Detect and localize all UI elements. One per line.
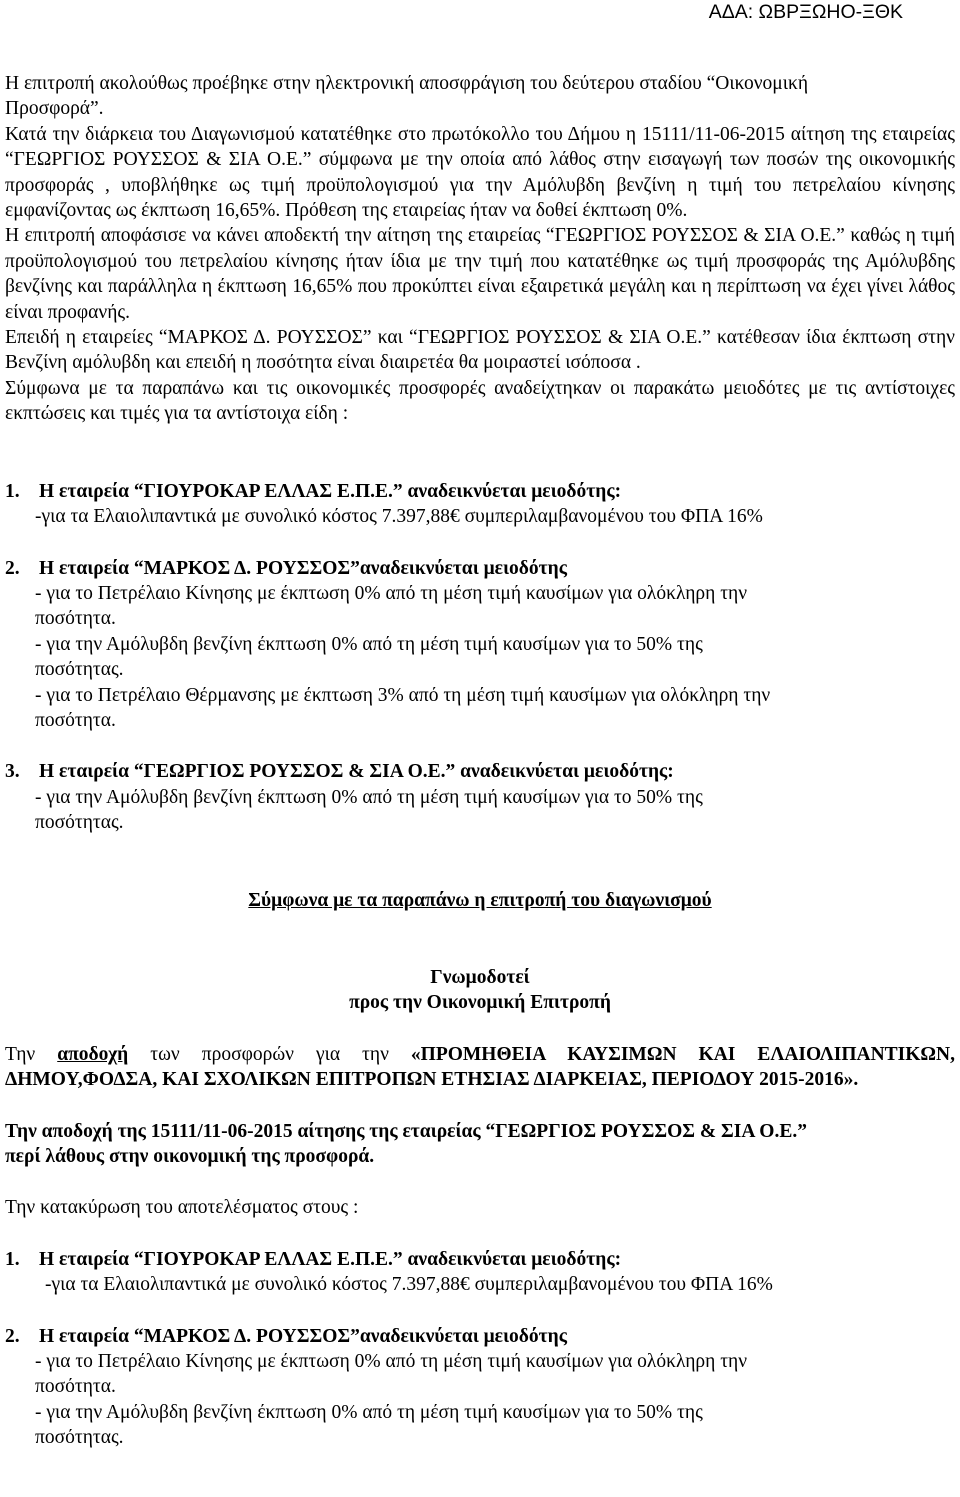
intro-paragraph-4: Επειδή η εταιρείες “ΜΑΡΚΟΣ Δ. ΡΟΥΣΣΟΣ” και “ΓΕΩΡΓΙΟΣ ΡΟΥΣΣΟΣ & ΣΙΑ Ο.Ε.” κατέθεσαν ίδια έκπτωση στην Βενζίνη αμόλυβδη και επειδή η ποσότητα είναι διαιρετέα θα μοιραστεί ισόποσα . xyxy=(5,327,955,374)
winner-line: - για το Πετρέλαιο Θέρμανσης με έκπτωση 3% από τη μέση τιμή καυσίμων για ολόκληρη την xyxy=(35,684,771,706)
winner-line: ποσότητα. xyxy=(35,709,116,731)
intro-paragraph-2: Κατά την διάρκεια του Διαγωνισμού κατατέθηκε στο πρωτόκολλο του Δήμου η 15111/11-06-2015 αίτηση της εταιρείας “ΓΕΩΡΓΙΟΣ ΡΟΥΣΣΟΣ & ΣΙΑ Ο.Ε.” σύμφωνα με την οποία από λάθος στην εισαγωγή των ποσών της οικονομικής προσφοράς , υποβλήθηκε ως τιμή προϋπολογισμού για την Αμόλυβδη βενζίνη η τιμή του πετρελαίου κίνησης εμφανίζοντας ως έκπτωση 16,65%. Πρόθεση της εταιρείας ήταν να δοθεί έκπτωση 0%. xyxy=(5,123,955,222)
katakyrosi-line: Την κατακύρωση του αποτελέσματος στους : xyxy=(5,1197,359,1219)
apodoxi-aitisis-line-2: περί λάθους στην οικονομική της προσφορά. xyxy=(5,1146,375,1167)
winner-line: - για το Πετρέλαιο Κίνησης με έκπτωση 0% από τη μέση τιμή καυσίμων για ολόκληρη την xyxy=(35,1351,748,1373)
winner-title: Η εταιρεία “ΓΙΟΥΡΟΚΑΡ ΕΛΛΑΣ Ε.Π.Ε.” αναδεικνύεται μειοδότης: xyxy=(39,480,622,502)
intro-paragraph-1-line-2: Προσφορά”. xyxy=(5,98,104,120)
winner-line: ποσότητας. xyxy=(35,1427,124,1449)
winner-title: Η εταιρεία “ΓΕΩΡΓΙΟΣ ΡΟΥΣΣΟΣ & ΣΙΑ Ο.Ε.” αναδεικνύεται μειοδότης: xyxy=(39,761,674,783)
winner-line: -για τα Ελαιολιπαντικά με συνολικό κόστος 7.397,88€ συμπεριλαμβανομένου του ΦΠΑ 16% xyxy=(35,506,763,528)
gnomodotei-subheading: προς την Οικονομική Επιτροπή xyxy=(349,992,611,1014)
winner-line: - για την Αμόλυβδη βενζίνη έκπτωση 0% από τη μέση τιμή καυσίμων για το 50% της xyxy=(35,786,703,808)
winner-line: - για την Αμόλυβδη βενζίνη έκπτωση 0% από τη μέση τιμή καυσίμων για το 50% της xyxy=(35,1401,703,1423)
winner-line: ποσότητας. xyxy=(35,812,124,834)
apodoxi-middle: των προσφορών για την xyxy=(128,1043,411,1065)
gnomodotei-heading: Γνωμοδοτεί xyxy=(430,966,530,988)
winner-line: ποσότητα. xyxy=(35,1376,116,1398)
winner-number: 2. xyxy=(5,557,20,579)
winner-line: -για τα Ελαιολιπαντικά με συνολικό κόστος 7.397,88€ συμπεριλαμβανομένου του ΦΠΑ 16% xyxy=(45,1274,773,1296)
ada-code: ΑΔΑ: ΩΒΡΞΩΗΟ-ΞΘΚ xyxy=(708,1,903,23)
winner-number: 2. xyxy=(5,1325,20,1347)
winner-title: Η εταιρεία “ΓΙΟΥΡΟΚΑΡ ΕΛΛΑΣ Ε.Π.Ε.” αναδεικνύεται μειοδότης: xyxy=(39,1248,622,1270)
winner-item xyxy=(5,556,955,734)
winner-item xyxy=(5,1324,955,1451)
apodoxi-word: αποδοχή xyxy=(57,1043,129,1065)
winners-list-1 xyxy=(5,479,955,836)
winner-number: 1. xyxy=(5,480,20,502)
winner-line: - για το Πετρέλαιο Κίνησης με έκπτωση 0% από τη μέση τιμή καυσίμων για ολόκληρη την xyxy=(35,582,748,604)
intro-paragraph-5: Σύμφωνα με τα παραπάνω και τις οικονομικές προσφορές αναδείχτηκαν οι παρακάτω μειοδότες με τις αντίστοιχες εκπτώσεις και τιμές για τα αντίστοιχα είδη : xyxy=(5,377,955,425)
apodoxi-paragraph xyxy=(5,1042,955,1093)
winner-title: Η εταιρεία “ΜΑΡΚΟΣ Δ. ΡΟΥΣΣΟΣ”αναδεικνύεται μειοδότης xyxy=(39,557,567,579)
winner-item xyxy=(5,759,955,835)
winner-number: 1. xyxy=(5,1248,20,1270)
winner-line: ποσότητας. xyxy=(35,659,124,681)
apodoxi-prefix: Την xyxy=(5,1043,58,1065)
winner-item xyxy=(5,1247,955,1298)
winner-item xyxy=(5,479,955,530)
winner-line: - για την Αμόλυβδη βενζίνη έκπτωση 0% από τη μέση τιμή καυσίμων για το 50% της xyxy=(35,633,703,655)
winner-line: ποσότητα. xyxy=(35,608,116,630)
winners-list-2 xyxy=(5,1247,955,1451)
apodoxi-project-title: «ΠΡΟΜΗΘΕΙΑ ΚΑΥΣΙΜΩΝ ΚΑΙ ΕΛΑΙΟΛΙΠΑΝΤΙΚΩΝ, ΔΗΜΟΥ,ΦΟΔΣΑ, ΚΑΙ ΣΧΟΛΙΚΩΝ ΕΠΙΤΡΟΠΩΝ ΕΤΗΣΙΑΣ ΔΙΑΡΚΕΙΑΣ, ΠΕΡΙΟΔΟΥ 2015-2016». xyxy=(5,1043,955,1091)
intro-paragraph-3: Η επιτροπή αποφάσισε να κάνει αποδεκτή την αίτηση της εταιρείας “ΓΕΩΡΓΙΟΣ ΡΟΥΣΣΟΣ & ΣΙΑ Ο.Ε.” καθώς η τιμή προϋπολογισμού του πετρελαίου κίνησης ήταν ίδια με την τιμή που κατατέθηκε ως τιμή προσφοράς της Αμόλυβδης βενζίνης και παράλληλα η έκπτωση 16,65% που προκύπτει είναι εξαιρετικά μεγάλη και η περίπτωση να έχει γίνει λάθος είναι προφανής. xyxy=(5,225,955,323)
winner-title: Η εταιρεία “ΜΑΡΚΟΣ Δ. ΡΟΥΣΣΟΣ”αναδεικνύεται μειοδότης xyxy=(39,1325,567,1347)
winner-number: 3. xyxy=(5,761,20,783)
section-title: Σύμφωνα με τα παραπάνω η επιτροπή του διαγωνισμού xyxy=(248,889,712,911)
document-body xyxy=(5,71,955,1451)
intro-paragraph-1-line-1: Η επιτροπή ακολούθως προέβηκε στην ηλεκτρονική αποσφράγιση του δεύτερου σταδίου “Οικονομική xyxy=(5,73,809,94)
apodoxi-aitisis-line-1: Την αποδοχή της 15111/11-06-2015 αίτησης της εταιρείας “ΓΕΩΡΓΙΟΣ ΡΟΥΣΣΟΣ & ΣΙΑ Ο.Ε.” xyxy=(5,1120,807,1142)
